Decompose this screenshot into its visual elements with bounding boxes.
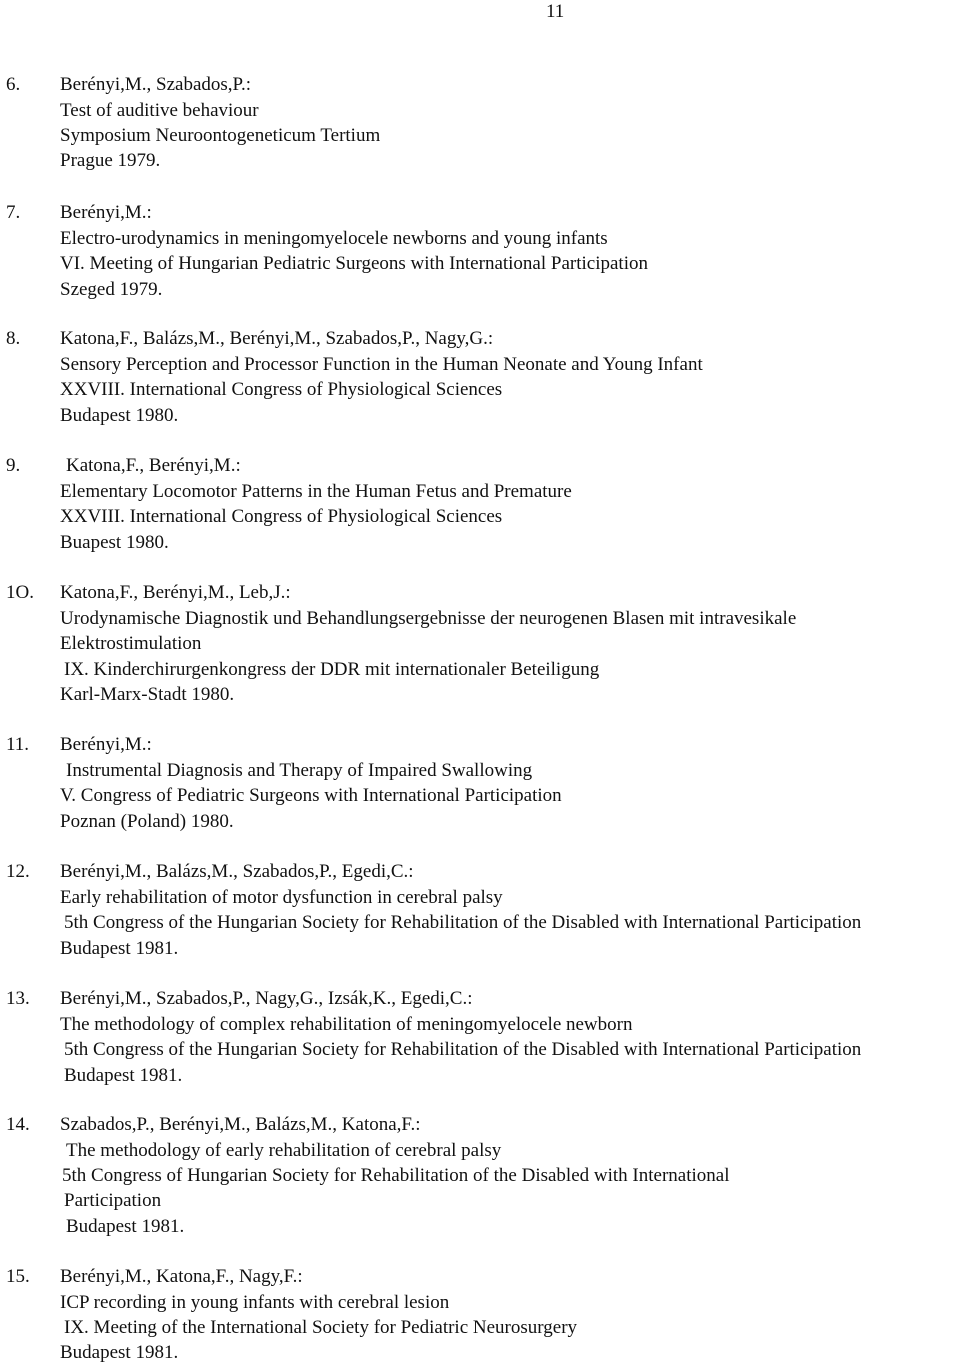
entry-venue: Symposium Neuroontogeneticum Tertium bbox=[60, 125, 381, 146]
entry-authors: Berényi,M., Szabados,P., Nagy,G., Izsák,K., Egedi,C.: bbox=[60, 988, 473, 1009]
entry-title: Urodynamische Diagnostik und Behandlungsergebnisse der neurogenen Blasen mit intravesikale bbox=[60, 608, 797, 629]
entry-venue: VI. Meeting of Hungarian Pediatric Surgeons with International Participation bbox=[60, 253, 648, 274]
entry-title: Sensory Perception and Processor Function in the Human Neonate and Young Infant bbox=[60, 354, 703, 375]
entry-number: 14. bbox=[6, 1114, 30, 1135]
entry-place-year: Budapest 1981. bbox=[66, 1216, 185, 1237]
entry-authors: Berényi,M.: bbox=[60, 734, 152, 755]
entry-venue: 5th Congress of the Hungarian Society for Rehabilitation of the Disabled with International Participation bbox=[64, 912, 862, 933]
entry-title: The methodology of early rehabilitation of cerebral palsy bbox=[66, 1140, 502, 1161]
entry-venue: IX. Meeting of the International Society for Pediatric Neurosurgery bbox=[64, 1317, 578, 1338]
entry-number: 1O. bbox=[6, 582, 34, 603]
entry-authors: Berényi,M.: bbox=[60, 202, 152, 223]
entry-number: 11. bbox=[6, 734, 30, 755]
entry-number: 13. bbox=[6, 988, 30, 1009]
entry-place-year: Budapest 1981. bbox=[60, 938, 179, 959]
entry-place-year: Buapest 1980. bbox=[60, 532, 169, 553]
entry-place-year: Budapest 1981. bbox=[60, 1342, 179, 1363]
entry-place-year: Poznan (Poland) 1980. bbox=[60, 811, 234, 832]
entry-authors: Katona,F., Balázs,M., Berényi,M., Szabados,P., Nagy,G.: bbox=[60, 328, 494, 349]
entry-authors: Szabados,P., Berényi,M., Balázs,M., Katona,F.: bbox=[60, 1114, 421, 1135]
entry-venue-continued: Participation bbox=[64, 1190, 162, 1211]
entry-place-year: Budapest 1981. bbox=[64, 1065, 183, 1086]
entry-number: 12. bbox=[6, 861, 30, 882]
entry-title: ICP recording in young infants with cerebral lesion bbox=[60, 1292, 450, 1313]
entry-title: Elementary Locomotor Patterns in the Human Fetus and Premature bbox=[60, 481, 572, 502]
entry-venue: V. Congress of Pediatric Surgeons with International Participation bbox=[60, 785, 562, 806]
entry-number: 9. bbox=[6, 455, 21, 476]
entry-authors: Berényi,M., Katona,F., Nagy,F.: bbox=[60, 1266, 303, 1287]
entry-authors: Katona,F., Berényi,M.: bbox=[66, 455, 241, 476]
entry-number: 6. bbox=[6, 74, 21, 95]
entry-number: 8. bbox=[6, 328, 21, 349]
entry-place-year: Budapest 1980. bbox=[60, 405, 179, 426]
entry-title: The methodology of complex rehabilitation of meningomyelocele newborn bbox=[60, 1014, 633, 1035]
entry-authors: Berényi,M., Szabados,P.: bbox=[60, 74, 252, 95]
entry-number: 7. bbox=[6, 202, 21, 223]
entry-place-year: Szeged 1979. bbox=[60, 279, 163, 300]
entry-authors: Berényi,M., Balázs,M., Szabados,P., Egedi,C.: bbox=[60, 861, 414, 882]
entry-place-year: Prague 1979. bbox=[60, 150, 161, 171]
entry-venue: 5th Congress of the Hungarian Society for Rehabilitation of the Disabled with International Participation bbox=[64, 1039, 862, 1060]
entry-venue: 5th Congress of Hungarian Society for Rehabilitation of the Disabled with International bbox=[62, 1165, 730, 1186]
entry-title: Electro-urodynamics in meningomyelocele newborns and young infants bbox=[60, 228, 608, 249]
entry-place-year: Karl-Marx-Stadt 1980. bbox=[60, 684, 235, 705]
entry-title: Early rehabilitation of motor dysfunction in cerebral palsy bbox=[60, 887, 503, 908]
entry-title: Instrumental Diagnosis and Therapy of Impaired Swallowing bbox=[66, 760, 533, 781]
entry-title-continued: Elektrostimulation bbox=[60, 633, 202, 654]
entry-authors: Katona,F., Berényi,M., Leb,J.: bbox=[60, 582, 291, 603]
entry-venue: XXVIII. International Congress of Physiological Sciences bbox=[60, 506, 503, 527]
entry-venue: XXVIII. International Congress of Physiological Sciences bbox=[60, 379, 503, 400]
entry-venue: IX. Kinderchirurgenkongress der DDR mit internationaler Beteiligung bbox=[64, 659, 600, 680]
entry-number: 15. bbox=[6, 1266, 30, 1287]
page-number: 11 bbox=[546, 1, 565, 22]
entry-title: Test of auditive behaviour bbox=[60, 100, 259, 121]
